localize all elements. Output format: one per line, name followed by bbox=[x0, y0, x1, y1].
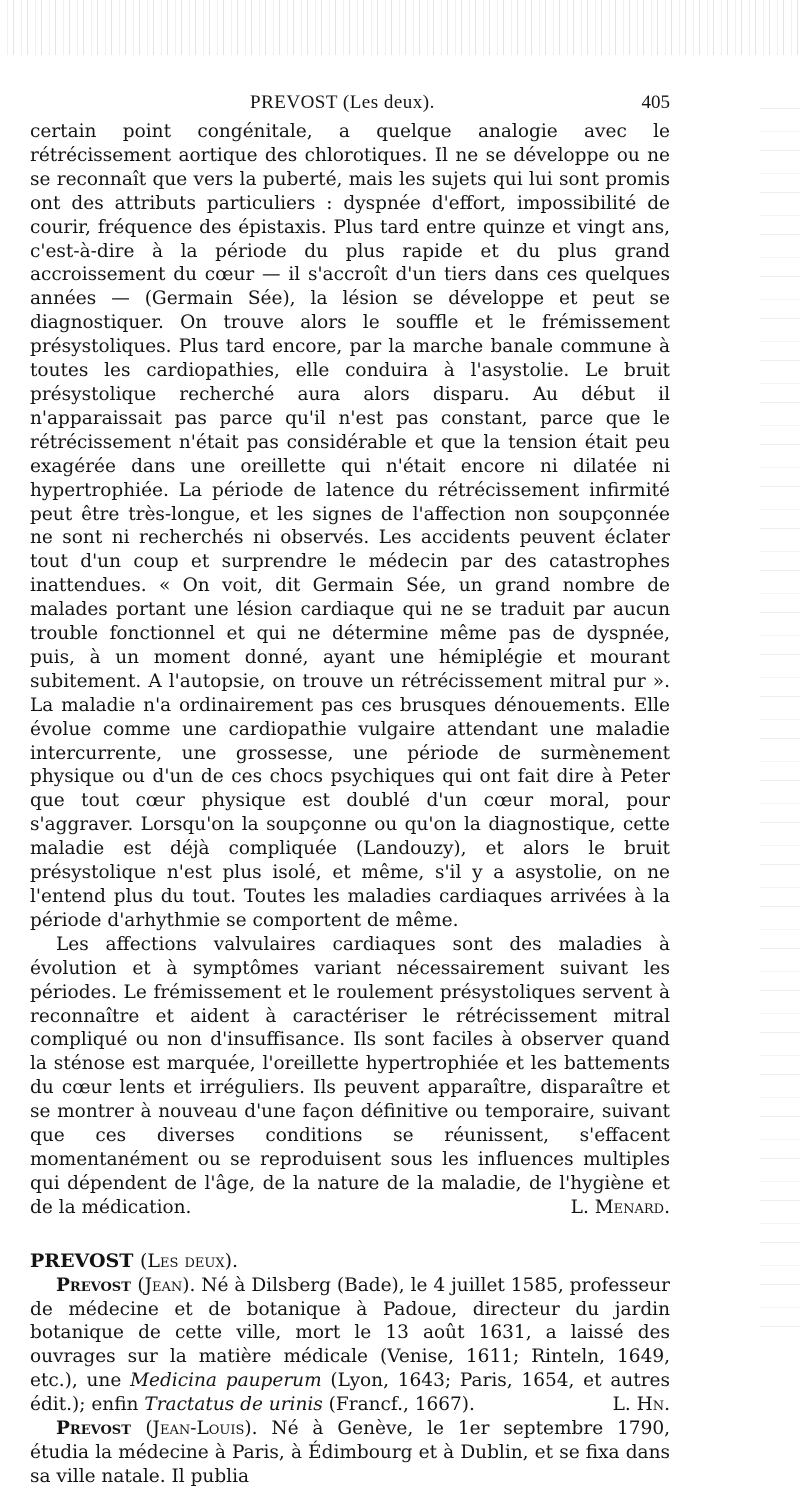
entry-jean-text-b: (Lyon, 1643; Paris, 1654, et autres édit.); enfin bbox=[30, 1370, 671, 1416]
article-body bbox=[30, 120, 670, 1489]
running-header bbox=[30, 92, 670, 120]
entry-jean-text-a: Né à Dilsberg (Bade), le 4 juillet 1585, professeur de médecine et de botanique à Padoue, directeur du jardin botanique de cette ville, mort le 13 août 1631, a laissé des ouvrages sur la matière médicale (Venise, 1611; Rinteln, 1649, etc.), une bbox=[30, 1274, 670, 1392]
signature-menard: L. Menard. bbox=[570, 1196, 670, 1218]
entry-jean-firstname: (Jean). bbox=[137, 1274, 196, 1296]
entry-jean-text-c: (Francf., 1667). bbox=[322, 1394, 475, 1416]
entry-jean-louis-surname bbox=[56, 1418, 258, 1439]
scan-noise-top bbox=[0, 0, 800, 55]
signature-hn: L. Hn. bbox=[612, 1394, 670, 1416]
entry-jean bbox=[30, 1274, 670, 1417]
paragraph-1-text: certain point congénitale, a quelque analogie avec le rétrécissement aortique des chlorotiques. Il ne se développe ou ne se reconnaît que vers la puberté, mais les sujets qui lui sont promis ont des attributs particuliers : dyspnée d'effort, impossibilité de courir, fréquence des épistaxis. Plus tard entre quinze et vingt ans, c'est-à-dire à la période du plus rapide et du plus grand accroissement du cœur — il s'accroît d'un tiers dans ces quelques années — (Germain Sée), la lésion se développe et peut se diagnostiquer. On trouve alors le souffle et le frémissement présystoliques. Plus tard encore, par la marche banale commune à toutes les cardiopathies, elle conduira à l'asystolie. Le bruit présystolique recherché aura alors disparu. Au début il n'apparaissait pas parce qu'il n'est pas constant, parce que le rétrécissement n'était pas considérable et que la tension était peu exagérée dans une oreillette qui n'était encore ni dilatée ni hypertrophiée. La période de latence du rétrécissement infirmité peut être très-longue, et les signes de l'affection non soupçonnée ne sont ni recherchés ni observés. Les accidents peuvent éclater tout d'un coup et surprendre le médecin par des catastrophes inattendues. « On voit, dit Germain Sée, un grand nombre de malades portant une lésion cardiaque qui ne se traduit par aucun trouble fonctionnel et qui ne détermine même pas de dyspnée, puis, à un moment donné, ayant une hémiplégie et mourant subitement. A l'autopsie, on trouve un rétrécissement mitral pur ». La maladie n'a ordinairement pas ces brusques dénouements. Elle évolue comme une cardiopathie vulgaire attendant une maladie intercurrente, une grossesse, une période de surmènement physique ou d'un de ces chocs psychiques qui ont fait dire à Peter que tout cœur physique est doublé d'un cœur moral, pour s'aggraver. Lorsqu'on la soupçonne ou qu'on la diagnostique, cette maladie est déjà compliquée (Landouzy), et alors le bruit présystolique n'est plus isolé, et même, s'il y a asystolie, on ne l'entend plus du tout. Toutes les maladies cardiaques arrivées à la période d'arhythmie se comportent de même. bbox=[30, 121, 670, 931]
entry-jean-title-2: Tractatus de urinis bbox=[144, 1394, 323, 1416]
paragraph-1 bbox=[30, 120, 670, 933]
entry-jean-surname-text: Prevost bbox=[56, 1274, 131, 1296]
entry-jean-louis-text: Né à Genève, le 1er septembre 1790, étudia la médecine à Paris, à Édimbourg et à Dublin, et se fixa dans sa ville natale. Il publia bbox=[30, 1418, 670, 1487]
entry-jean-surname bbox=[56, 1275, 195, 1296]
section-subtitle: (Les deux). bbox=[140, 1249, 239, 1272]
entry-jean-louis bbox=[30, 1417, 670, 1489]
section-title: PREVOST bbox=[30, 1249, 134, 1272]
paragraph-2 bbox=[30, 933, 670, 1220]
page bbox=[30, 92, 670, 1489]
scan-noise-edge bbox=[760, 90, 800, 1329]
entry-jean-title-1: Medicina pauperum bbox=[130, 1370, 322, 1392]
page-number: 405 bbox=[641, 92, 670, 113]
entry-jean-louis-surname-text: Prevost bbox=[56, 1418, 131, 1440]
section-heading bbox=[30, 1250, 670, 1274]
paragraph-2-text: Les affections valvulaires cardiaques sont des maladies à évolution et à symptômes variant nécessairement suivant les périodes. Le frémissement et le roulement présystoliques servent à reconnaître et aident à caractériser le rétrécissement mitral compliqué ou non d'insuffisance. Ils sont faciles à observer quand la sténose est marquée, l'oreillette hypertrophiée et les battements du cœur lents et irréguliers. Ils peuvent apparaître, disparaître et se montrer à nouveau d'une façon définitive ou temporaire, suivant que ces diverses conditions se réunissent, s'effacent momentanément ou se reproduisent sous les influences multiples qui dépendent de l'âge, de la nature de la maladie, de l'hygiène et de la médication. bbox=[30, 933, 670, 1218]
entry-jean-louis-firstname: (Jean-Louis). bbox=[145, 1418, 258, 1440]
running-title: PREVOST (Les deux). bbox=[250, 92, 435, 113]
